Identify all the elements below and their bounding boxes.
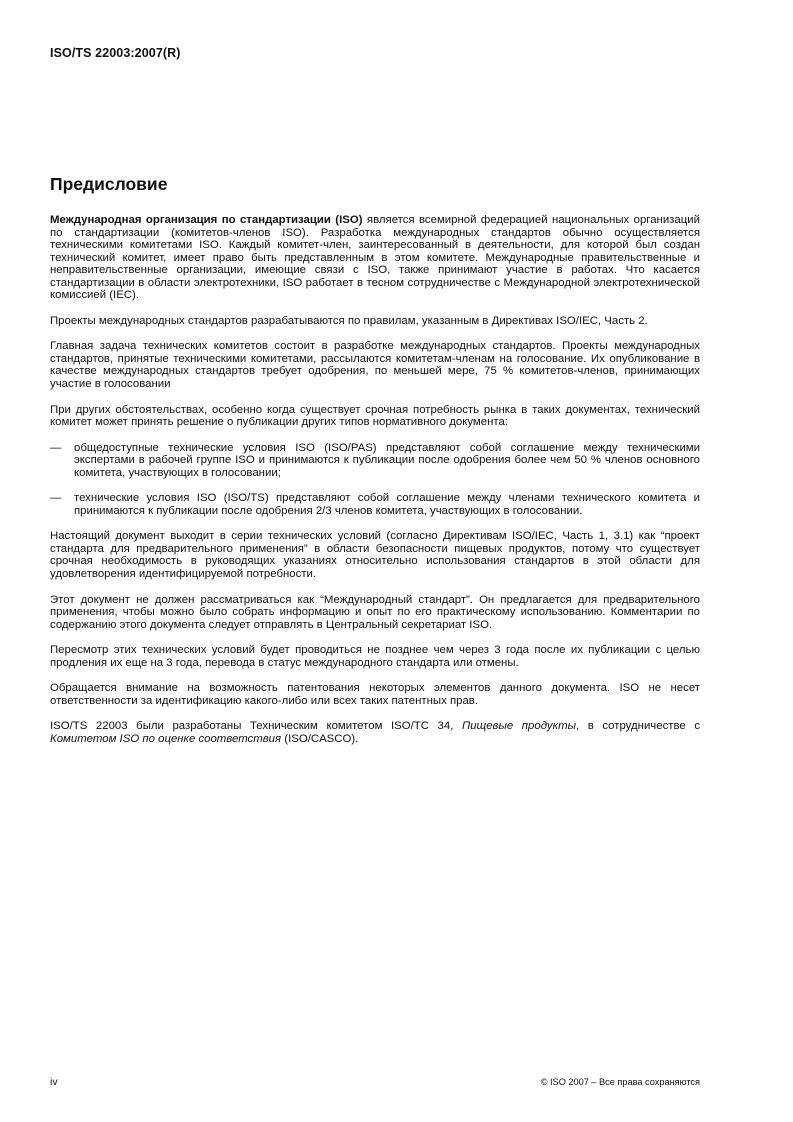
list-item-text: технические условия ISO (ISO/TS) представляют собой соглашение между членами технического комитета и принимаются к публикации после одобрения 2/3 членов комитета, участвующих в голосовании. [74,492,700,517]
paragraph-series: Настоящий документ выходит в серии технических условий (согласно Директивам ISO/IEC, Часть 1, 3.1) как “проект стандарта для предварительного применения” в области безопасности пищевых продуктов, потому что существует срочная необходимость в руководящих указаниях относительно использования стандартов в этой области для удовлетворения идентифицируемой потребности. [50,530,700,581]
list-item-text: общедоступные технические условия ISO (ISO/PAS) представляют собой соглашение между техническими экспертами в рабочей группе ISO и принимаются к публикации после одобрения более чем 50 % членов основного комитета, участвующих в голосовании; [74,441,700,479]
paragraph-main-task: Главная задача технических комитетов состоит в разработке международных стандартов. Проекты международных стандартов, принятые техническими комитетами, рассылаются комитетам-членам на голосование. Их опубликование в качестве международных стандартов требует одобрения, по меньшей мере, 75 % комитетов-членов, принимающих участие в голосовании [50,340,700,391]
committee-name-italic: Пищевые продукты [461,720,576,733]
document-body [50,214,700,759]
page-number: iv [50,1076,58,1088]
paragraph-patents: Обращается внимание на возможность патентования некоторых элементов данного документа. ISO не несет ответственности за идентификацию какого-либо или всех таких патентных прав. [50,682,700,707]
page-title: Предисловие [50,174,168,194]
paragraph-not-standard: Этот документ не должен рассматриваться как “Международный стандарт”. Он предлагается для предварительного применения, чтобы можно было собрать информацию и опыт по его практическому использованию. Комментарии по содержанию этого документа следует отправлять в Центральный секретариат ISO. [50,593,700,631]
dash-bullet: — [50,492,62,505]
casco-name-italic: Комитетом ISO по оценке соответствия [50,732,282,745]
paragraph-text: ISO/TS 22003 были разработаны Техническим комитетом ISO/TC 34, [50,720,462,733]
copyright-notice: © ISO 2007 – Все права сохраняются [540,1077,700,1087]
paragraph-committee [50,720,700,745]
paragraph-text: (ISO/CASCO). [281,732,359,745]
paragraph-text: , в сотрудничестве с [575,720,701,733]
iso-name-bold: Международная организация по стандартизации (ISO) [50,214,363,226]
dash-bullet: — [50,441,62,454]
paragraph-other-circumstances: При других обстоятельствах, особенно когда существует срочная потребность рынка в таких документах, технический комитет может принять решение о публикации других типов нормативного документа: [50,403,700,429]
list-item-iso-pas [50,442,700,480]
paragraph-text: является всемирной федерацией национальных организаций по стандартизации (комитетов-членов ISO). Разработка международных стандартов обычно осуществляется техническими комитетами ISO. Каждый комитет-член, заинтересованный в деятельности, для которой был создан технический комитет, имеет право быть представленным в этом комитете. Международные правительственные и неправительственные организации, имеющие связи с ISO, также принимают участие в работах. Что касается стандартизации в области электротехники, ISO работает в тесном сотрудничестве с Международной электротехнической комиссией (IEC). [50,214,700,302]
paragraph-directives: Проекты международных стандартов разрабатываются по правилам, указанным в Директивах ISO/IEC, Часть 2. [50,314,648,327]
paragraph-iso-intro [50,214,700,302]
list-item-iso-ts [50,492,700,517]
paragraph-review: Пересмотр этих технических условий будет проводиться не позднее чем через 3 года после их публикации с целью продления их еще на 3 года, перевода в статус международного стандарта или отмены. [50,644,700,669]
document-id-header: ISO/TS 22003:2007(R) [50,46,181,60]
